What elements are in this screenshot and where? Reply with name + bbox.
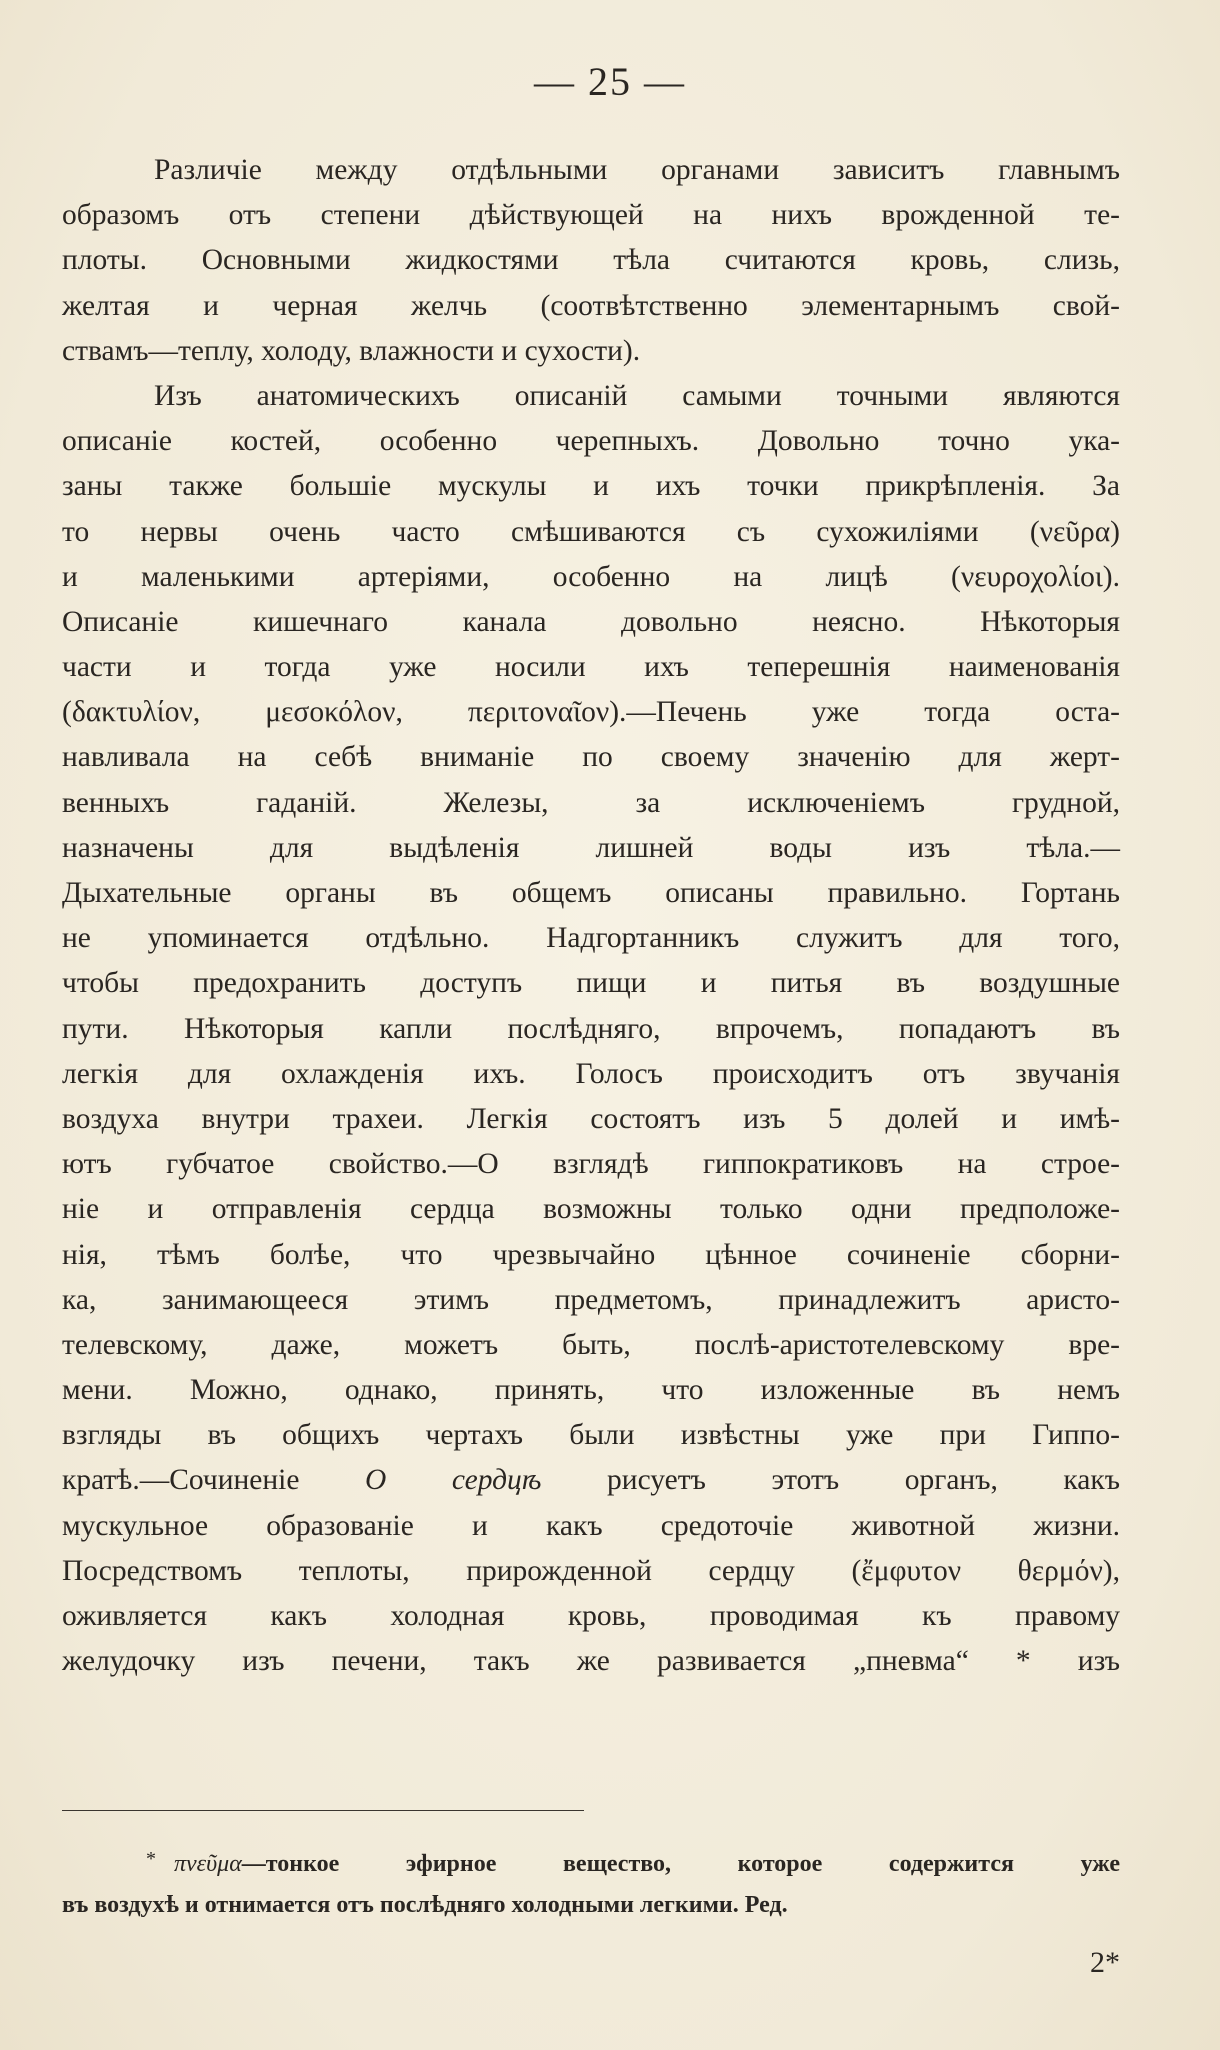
text-line: описаніе костей, особенно черепныхъ. Довольно точно ука- [62,425,1120,458]
text-line: части и тогда уже носили ихъ теперешнія наименованія [62,651,1120,684]
text-line: воздуха внутри трахеи. Легкія состоятъ изъ 5 долей и имѣ- [62,1102,1120,1135]
text-line: чтобы предохранить доступъ пищи и питья въ воздушные [62,967,1120,1000]
footnote-rule [62,1810,584,1811]
text-line: оживляется какъ холодная кровь, проводимая къ правому [62,1600,1120,1632]
text-line: заны также большіе мускулы и ихъ точки прикрѣпленія. За [62,470,1120,503]
text-line: желудочку изъ печени, такъ же развивается „пневма“ * изъ [62,1645,1120,1678]
text-line-segment: рисуетъ этотъ органъ, какъ [541,1464,1120,1497]
text-line: плоты. Основными жидкостями тѣла считаются кровь, слизь, [62,244,1120,277]
text-line: и маленькими артеріями, особенно на лицѣ (νευροχολίοι). [62,560,1120,593]
footnote-line-1-text: —тонкое эфирное вещество, которое содержится уже [241,1851,1120,1877]
text-line: телевскому, даже, можетъ быть, послѣ-аристотелевскому вре- [62,1328,1120,1361]
text-line [62,1458,1120,1503]
text-line: ніе и отправленія сердца возможны только одни предположе- [62,1193,1120,1226]
text-line: образомъ отъ степени дѣйствующей на нихъ врожденной те- [62,199,1120,232]
text-line: Различіе между отдѣльными органами зависитъ главнымъ [154,154,1120,186]
text-line: ствамъ—теплу, холоду, влажности и сухости). [62,334,641,367]
footnote-term: πνεῦμα [174,1851,242,1877]
text-line: Посредствомъ теплоты, прирожденной сердцу (ἔμφυτον θερμόν), [62,1554,1120,1587]
text-line: мускульное образованіе и какъ средоточіе животной жизни. [62,1509,1120,1542]
footnote-marker: * [146,1848,156,1870]
text-line-segment: кратѣ.—Сочиненіе [62,1464,366,1497]
italic-title: О сердцѣ [365,1464,542,1497]
text-line: Изъ анатомическихъ описаній самыми точными являются [154,379,1120,412]
text-line: Описаніе кишечнаго канала довольно неясно. Нѣкоторыя [62,605,1120,638]
text-line: желтая и черная желчь (соотвѣтственно элементарнымъ свой- [62,289,1120,322]
text-line: венныхъ гаданій. Железы, за исключеніемъ грудной, [62,786,1120,819]
text-line: назначены для выдѣленія лишней воды изъ тѣла.— [62,831,1120,864]
text-line: взгляды въ общихъ чертахъ были извѣстны уже при Гиппо- [62,1419,1120,1452]
printer-signature-mark: 2* [1090,1946,1120,1979]
text-line: нія, тѣмъ болѣе, что чрезвычайно цѣнное сочиненіе сборни- [62,1238,1120,1271]
text-line: Дыхательные органы въ общемъ описаны правильно. Гортань [62,877,1120,909]
footnote-line-2: въ воздухѣ и отнимается отъ послѣдняго холодными легкими. Ред. [62,1892,788,1918]
footnote-line-1 [62,1836,1120,1882]
text-line: не упоминается отдѣльно. Надгортанникъ служитъ для того, [62,922,1120,955]
text-line: мени. Можно, однако, принять, что изложенные въ немъ [62,1374,1120,1407]
text-line: ка, занимающееся этимъ предметомъ, принадлежитъ аристо- [62,1283,1120,1316]
text-line: легкія для охлажденія ихъ. Голосъ происходитъ отъ звучанія [62,1057,1120,1090]
page-number: — 25 — [534,59,686,104]
text-line: (δακτυλίον, μεσοκόλον, περιτοναῖον).—Печень уже тогда оста- [62,696,1120,729]
text-line: навливала на себѣ вниманіе по своему значенію для жерт- [62,741,1120,774]
text-line: то нервы очень часто смѣшиваются съ сухожиліями (νεῦρα) [62,515,1120,548]
text-line: ютъ губчатое свойство.—О взглядѣ гиппократиковъ на строе- [62,1148,1120,1181]
text-line: пути. Нѣкоторыя капли послѣдняго, впрочемъ, попадаютъ въ [62,1012,1120,1045]
footnote [62,1836,1120,1928]
body-text [62,148,1120,1684]
